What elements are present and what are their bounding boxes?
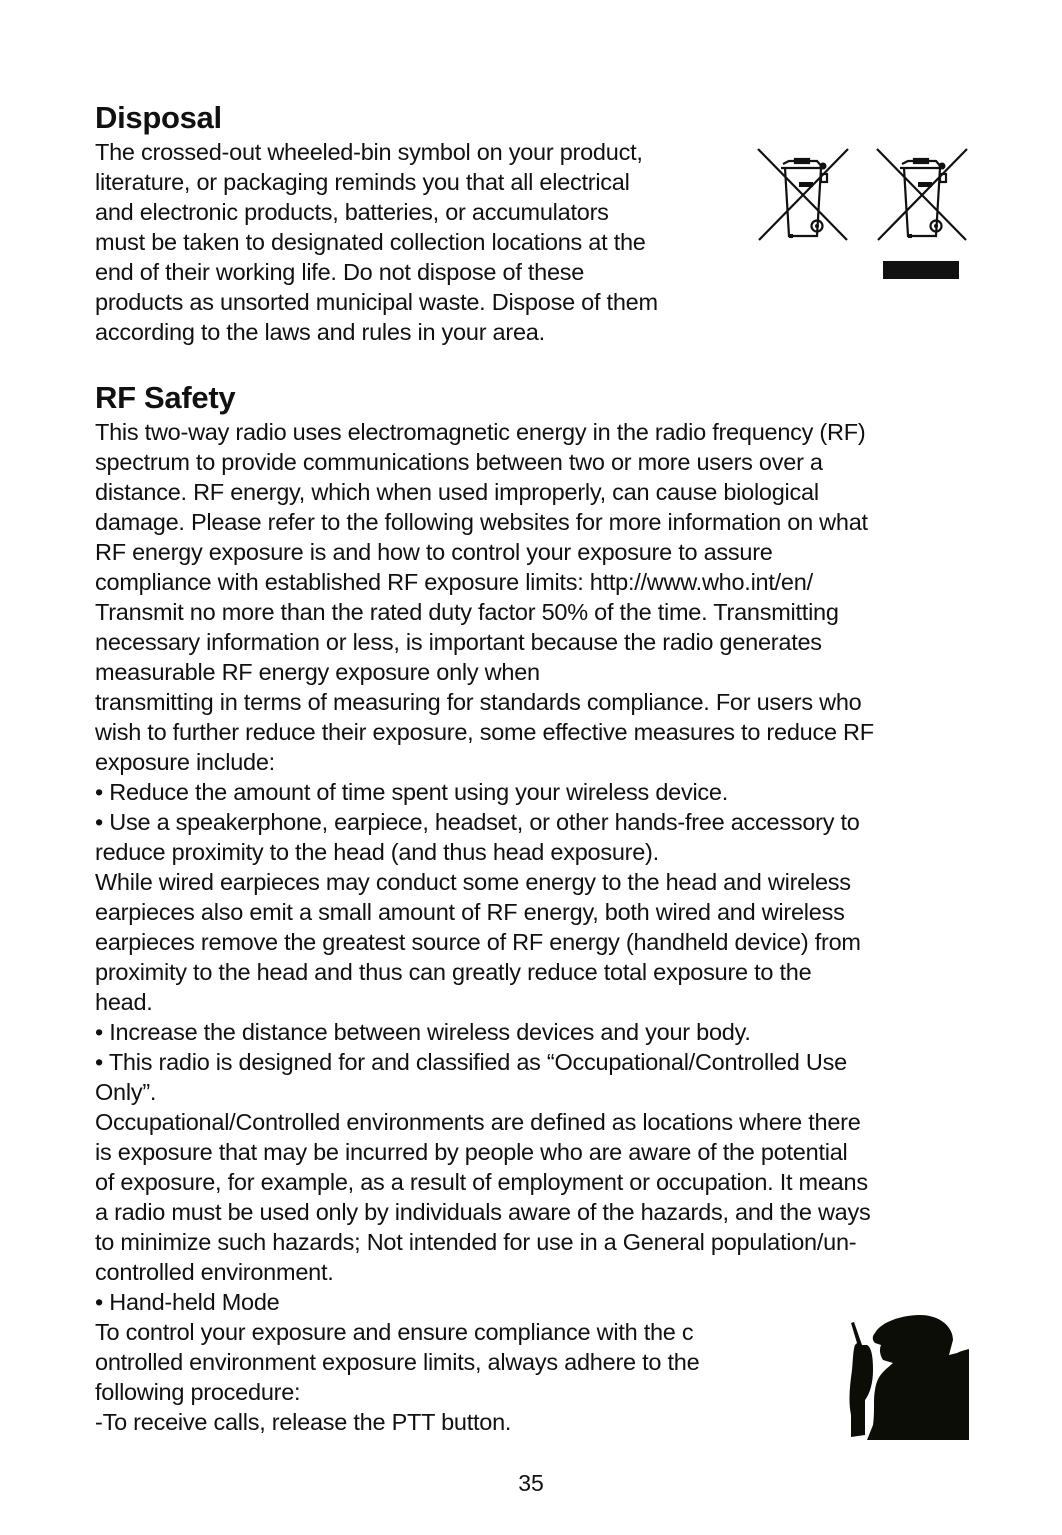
rf-safety-line: following procedure: xyxy=(95,1379,301,1405)
rf-safety-line: Transmit no more than the rated duty factor 50% of the time. Transmitting xyxy=(95,599,839,625)
rf-safety-line: wish to further reduce their exposure, some effective measures to reduce RF xyxy=(95,719,874,745)
disposal-line: literature, or packaging reminds you that all electrical xyxy=(95,169,630,195)
rf-safety-line: earpieces also emit a small amount of RF energy, both wired and wireless xyxy=(95,899,845,925)
disposal-line: products as unsorted municipal waste. Dispose of them xyxy=(95,289,658,315)
disposal-line: end of their working life. Do not dispose of these xyxy=(95,259,585,285)
bullet-item: • Increase the distance between wireless devices and your body. xyxy=(95,1019,751,1045)
crossed-out-wheeled-bin-with-bar-icon xyxy=(874,146,970,242)
rf-safety-line: ontrolled environment exposure limits, always adhere to the xyxy=(95,1349,700,1375)
page-number: 35 xyxy=(518,1470,544,1496)
rf-safety-line: damage. Please refer to the following websites for more information on what xyxy=(95,509,868,535)
disposal-heading: Disposal xyxy=(95,100,222,135)
bullet-item: • Hand-held Mode xyxy=(95,1289,280,1315)
rf-safety-line: a radio must be used only by individuals aware of the hazards, and the ways xyxy=(95,1199,871,1225)
rf-safety-line: While wired earpieces may conduct some energy to the head and wireless xyxy=(95,869,851,895)
disposal-line: must be taken to designated collection locations at the xyxy=(95,229,646,255)
disposal-line: The crossed-out wheeled-bin symbol on your product, xyxy=(95,139,643,165)
rf-safety-heading: RF Safety xyxy=(95,380,236,415)
rf-safety-line: -To receive calls, release the PTT button. xyxy=(95,1409,512,1435)
disposal-line: and electronic products, batteries, or accumulators xyxy=(95,199,609,225)
rf-safety-line: Only”. xyxy=(95,1079,157,1105)
rf-safety-line: RF energy exposure is and how to control your exposure to assure xyxy=(95,539,773,565)
bullet-item: • Use a speakerphone, earpiece, headset, or other hands-free accessory to xyxy=(95,809,860,835)
rf-safety-line: of exposure, for example, as a result of employment or occupation. It means xyxy=(95,1169,868,1195)
rf-safety-line: distance. RF energy, which when used improperly, can cause biological xyxy=(95,479,819,505)
rf-safety-line: spectrum to provide communications between two or more users over a xyxy=(95,449,823,475)
crossed-out-wheeled-bin-icon xyxy=(755,146,851,242)
rf-safety-line: compliance with established RF exposure limits: http://www.who.int/en/ xyxy=(95,569,813,595)
rf-safety-line: proximity to the head and thus can greatly reduce total exposure to the xyxy=(95,959,812,985)
bullet-item: • This radio is designed for and classified as “Occupational/Controlled Use xyxy=(95,1049,847,1075)
black-bar-icon xyxy=(883,261,959,279)
rf-safety-line: transmitting in terms of measuring for standards compliance. For users who xyxy=(95,689,862,715)
rf-safety-line: necessary information or less, is important because the radio generates xyxy=(95,629,822,655)
rf-safety-line: is exposure that may be incurred by people who are aware of the potential xyxy=(95,1139,848,1165)
rf-safety-line: reduce proximity to the head (and thus head exposure). xyxy=(95,839,659,865)
rf-safety-line: head. xyxy=(95,989,153,1015)
rf-safety-line: To control your exposure and ensure compliance with the c xyxy=(95,1319,694,1345)
rf-safety-line: to minimize such hazards; Not intended for use in a General population/un- xyxy=(95,1229,857,1255)
disposal-line: according to the laws and rules in your area. xyxy=(95,319,545,345)
rf-safety-line: This two-way radio uses electromagnetic energy in the radio frequency (RF) xyxy=(95,419,866,445)
rf-safety-line: Occupational/Controlled environments are defined as locations where there xyxy=(95,1109,861,1135)
rf-safety-line: exposure include: xyxy=(95,749,275,775)
rf-safety-line: earpieces remove the greatest source of RF energy (handheld device) from xyxy=(95,929,861,955)
bullet-item: • Reduce the amount of time spent using your wireless device. xyxy=(95,779,729,805)
rf-safety-line: controlled environment. xyxy=(95,1259,334,1285)
rf-safety-line: measurable RF energy exposure only when xyxy=(95,659,540,685)
person-with-radio-silhouette-icon xyxy=(845,1315,970,1442)
